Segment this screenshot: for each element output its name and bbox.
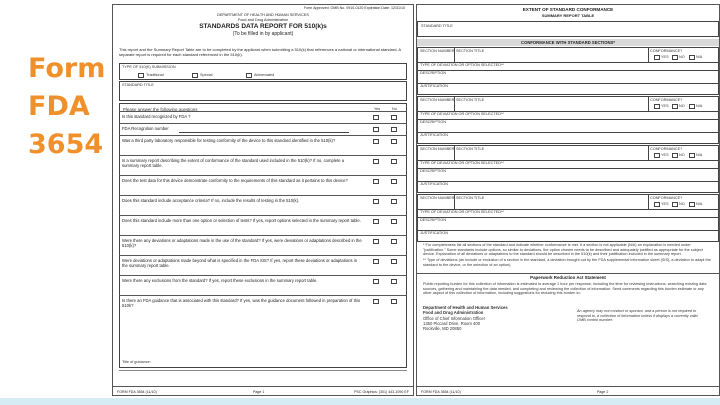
- question-row: [119, 155, 407, 175]
- special-label: Special: [200, 73, 213, 77]
- row-divider: [418, 119, 718, 120]
- slide-title: [28, 50, 108, 164]
- column-divider: [454, 97, 455, 111]
- conformance-yes-checkbox[interactable]: [654, 55, 660, 60]
- row-divider: [418, 83, 718, 84]
- type-deviation-label: TYPE OF DEVIATION OR OPTION SELECTED**: [420, 112, 504, 116]
- section-block: [417, 145, 719, 193]
- question-text: Does the test data for this device demonstrate conformity to the requirements of this standard as it pertains to this device?: [122, 178, 348, 183]
- address-line: 1350 Piccard Drive, Room 400: [423, 320, 481, 326]
- no-checkbox[interactable]: [391, 115, 397, 120]
- yes-checkbox[interactable]: [373, 199, 379, 204]
- question-text: Were there any deviations or adaptations made in the use of the standard? If yes, were deviations or adaptations described in the 510(k)?: [122, 238, 362, 249]
- yes-checkbox[interactable]: [373, 179, 379, 184]
- yes-checkbox[interactable]: [373, 219, 379, 224]
- conformance-yes-checkbox[interactable]: [654, 153, 660, 158]
- question-text: Is this standard recognized by FDA ?: [122, 114, 191, 119]
- standard-title-field[interactable]: [119, 81, 407, 101]
- question-row: [119, 215, 407, 235]
- yes-label: YES: [661, 104, 669, 108]
- p2-footer-form-number: FORM FDA 3654 (11/10): [421, 389, 461, 394]
- type-deviation-label: TYPE OF DEVIATION OR OPTION SELECTED**: [420, 210, 504, 214]
- omb-approval: Form Approved: OMB No. 0910-0120 Expiration Date: 12/31/10: [303, 6, 405, 10]
- yes-label: YES: [661, 55, 669, 59]
- conformance-label: CONFORMANCE?: [650, 98, 683, 102]
- slide-title-line: 3654: [28, 129, 104, 160]
- footer-page-number: Page 1: [253, 389, 265, 394]
- question-text: Is there an FDA guidance that is associated with this standard? If yes, was the guidance document followed in preparation of this 510k?: [122, 298, 361, 309]
- conformance-notes: [423, 243, 713, 268]
- no-checkbox[interactable]: [391, 159, 397, 164]
- address-line: Office of Chief Information Officer: [423, 315, 485, 321]
- form-page-2: [416, 4, 720, 396]
- section-number-label: SECTION NUMBER: [420, 147, 455, 151]
- yes-checkbox[interactable]: [373, 299, 379, 304]
- na-label: N/A: [696, 55, 703, 59]
- address-line: Rockville, MD 20850: [423, 326, 462, 331]
- p2-standard-title-label: STANDARD TITLE: [421, 24, 453, 28]
- question-text: Does this standard include acceptance criteria? If no, include the results of testing in the 510(k).: [122, 198, 300, 203]
- yes-checkbox[interactable]: [373, 127, 379, 132]
- agency-note: An agency may not conduct or sponsor, and a person is not required to respond to, a collection of information unless it displays a currently valid OMB control number.: [577, 309, 698, 323]
- instructions: This report and the Summary Report Table are to be completed by the applicant when submitting a 510(k) that references a national or international standard. A separate report is required for each standard referenced in the 510(k).: [119, 47, 401, 57]
- form-page-1: [112, 4, 414, 396]
- yes-checkbox[interactable]: [373, 139, 379, 144]
- type-deviation-label: TYPE OF DEVIATION OR OPTION SELECTED**: [420, 63, 504, 67]
- no-label: NO: [679, 55, 685, 59]
- conformance-na-checkbox[interactable]: [689, 202, 695, 207]
- abbreviated-label: Abbreviated: [254, 73, 275, 77]
- column-divider: [648, 195, 649, 209]
- row-divider: [418, 181, 718, 182]
- agency-line: Food and Drug Administration: [237, 18, 289, 22]
- column-divider: [454, 146, 455, 160]
- question-row: [119, 195, 407, 215]
- no-checkbox[interactable]: [391, 139, 397, 144]
- description-label: DESCRIPTION: [420, 120, 446, 124]
- yes-label: YES: [661, 153, 669, 157]
- row-divider: [418, 70, 718, 71]
- agency-line: DEPARTMENT OF HEALTH AND HUMAN SERVICES: [217, 13, 309, 17]
- question-row: [119, 295, 407, 315]
- footer-graphics: PSC Graphics: (301) 443-1090 EF: [354, 389, 409, 394]
- note-line: ** Type of deviations (an include or exclusion of a section in the standard, a deviation brought out by the FDA supplemental information sheet (SIS), a deviation to adapt the standard to the device, or the selection of an option).: [423, 258, 711, 267]
- address-line: Department of Health and Human Services: [423, 305, 508, 310]
- section-title-label: SECTION TITLE: [456, 49, 485, 53]
- summary-subheading: SUMMARY REPORT TABLE: [541, 13, 595, 18]
- row-divider: [418, 168, 718, 169]
- page-subtitle: (To be filled in by applicant): [232, 31, 294, 37]
- yes-checkbox[interactable]: [373, 239, 379, 244]
- slide-title-line: FDA: [28, 91, 90, 122]
- paperwork-text: Public reporting burden for this collection of information is estimated to average 1 hour per response, including the time for reviewing instructions, searching existing data sources, gathering and maintaining the data needed, and completing and reviewing the collection of information. Send comments regarding this burden estimate or any other aspect of this collection of information, including suggestions for reducing this burden to:: [423, 282, 707, 296]
- column-divider: [454, 195, 455, 209]
- conformance-na-checkbox[interactable]: [689, 104, 695, 109]
- no-checkbox[interactable]: [391, 127, 397, 132]
- guidance-label: Title of guidance:: [122, 360, 151, 364]
- yes-label: YES: [661, 202, 669, 206]
- standard-title-label: STANDARD TITLE: [122, 83, 154, 87]
- description-label: DESCRIPTION: [420, 71, 446, 75]
- conformance-yes-checkbox[interactable]: [654, 104, 660, 109]
- recognition-number-field[interactable]: [179, 132, 349, 133]
- yes-checkbox[interactable]: [373, 259, 379, 264]
- submission-type-label: TYPE OF 510(K) SUBMISSION: [122, 65, 176, 69]
- footer-form-number: FORM FDA 3654 (11/10): [117, 389, 157, 394]
- conformance-no-checkbox[interactable]: [672, 202, 678, 207]
- paperwork-title: Paperwork Reduction Act Statement: [530, 275, 606, 280]
- no-checkbox[interactable]: [391, 199, 397, 204]
- question-row: [119, 123, 407, 135]
- address-line: Food and Drug Administration: [423, 310, 484, 316]
- traditional-checkbox[interactable]: [138, 73, 144, 78]
- section-number-label: SECTION NUMBER: [420, 196, 455, 200]
- conformance-yes-checkbox[interactable]: [654, 202, 660, 207]
- column-divider: [648, 97, 649, 111]
- justification-label: JUSTIFICATION: [420, 84, 448, 88]
- no-header: No: [392, 107, 397, 111]
- answer-prompt: Please answer the following questions: [123, 107, 198, 112]
- note-line: * For completeness list all sections of the standard and indicate whether conformance is met. If a section is not applicable (N/A) an explanation is needed under "justification." Some standards include options, so similar to deviations, the option chosen needs to be described and adequately justified as appropriate for the subject device. Explanation of all deviations or adaptations to the standard should be described in the 510(k) and their justification included in the summary report.: [423, 243, 703, 257]
- section-title-label: SECTION TITLE: [456, 98, 485, 102]
- conformance-no-checkbox[interactable]: [672, 153, 678, 158]
- conformance-band: CONFORMANCE WITH STANDARD SECTIONS*: [417, 39, 719, 46]
- conformance-label: CONFORMANCE?: [650, 49, 683, 53]
- row-divider: [418, 217, 718, 218]
- yes-checkbox[interactable]: [373, 279, 379, 284]
- question-text: Is a summary report describing the extent of conformance of the standard used included in the 510(k)? If no, complete a summary report table.: [122, 158, 345, 169]
- question-row: [119, 175, 407, 195]
- no-checkbox[interactable]: [391, 219, 397, 224]
- justification-label: JUSTIFICATION: [420, 231, 448, 235]
- question-text: Was a third party laboratory responsible for testing conformity of the device to this standard identified in the 510(k)?: [122, 138, 336, 143]
- yes-checkbox[interactable]: [373, 159, 379, 164]
- question-row: [119, 235, 407, 255]
- conformance-label: CONFORMANCE?: [650, 196, 683, 200]
- section-block: [417, 194, 719, 242]
- row-divider: [418, 132, 718, 133]
- abbreviated-checkbox[interactable]: [246, 73, 252, 78]
- justification-label: JUSTIFICATION: [420, 133, 448, 137]
- no-checkbox[interactable]: [391, 239, 397, 244]
- column-divider: [648, 48, 649, 62]
- type-deviation-label: TYPE OF DEVIATION OR OPTION SELECTED**: [420, 161, 504, 165]
- slide-title-line: Form: [28, 53, 106, 84]
- section-block: [417, 47, 719, 95]
- description-label: DESCRIPTION: [420, 169, 446, 173]
- column-divider: [454, 48, 455, 62]
- no-label: NO: [679, 104, 685, 108]
- question-row: [119, 255, 407, 275]
- special-checkbox[interactable]: [192, 73, 198, 78]
- conformance-no-checkbox[interactable]: [672, 104, 678, 109]
- question-text: Were deviations or adaptations made beyond what is specified in the FDA SIS? If yes, report these deviations or adaptations in the summary report table.: [122, 258, 358, 269]
- section-number-label: SECTION NUMBER: [420, 98, 455, 102]
- question-text: FDA Recognition number: [122, 126, 169, 131]
- no-checkbox[interactable]: [391, 179, 397, 184]
- section-number-label: SECTION NUMBER: [420, 49, 455, 53]
- no-checkbox[interactable]: [391, 299, 397, 304]
- justification-label: JUSTIFICATION: [420, 182, 448, 186]
- submission-type-box: [119, 63, 407, 80]
- na-label: N/A: [696, 202, 703, 206]
- yes-header: Yes: [374, 107, 381, 111]
- agency-header: [173, 13, 353, 23]
- no-label: NO: [679, 202, 685, 206]
- no-label: NO: [679, 153, 685, 157]
- question-text: Were there any exclusions from the standard? If yes, report these exclusions in the summary report table.: [122, 278, 318, 283]
- no-checkbox[interactable]: [391, 259, 397, 264]
- page-title: STANDARDS DATA REPORT FOR 510(k)s: [199, 23, 327, 30]
- no-checkbox[interactable]: [391, 279, 397, 284]
- bottom-strip: [0, 398, 720, 405]
- column-divider: [648, 146, 649, 160]
- question-row: [119, 275, 407, 295]
- conformance-no-checkbox[interactable]: [672, 55, 678, 60]
- question-row: [119, 111, 407, 123]
- traditional-label: Traditional: [146, 73, 164, 77]
- section-title-label: SECTION TITLE: [456, 147, 485, 151]
- section-title-label: SECTION TITLE: [456, 196, 485, 200]
- question-text: Does this standard include more than one option or selection of tests? If yes, report options selected in the summary report table.: [122, 218, 361, 223]
- conformance-na-checkbox[interactable]: [689, 153, 695, 158]
- address-block: [423, 305, 543, 331]
- row-divider: [418, 230, 718, 231]
- conformance-na-checkbox[interactable]: [689, 55, 695, 60]
- question-row: [119, 135, 407, 155]
- description-label: DESCRIPTION: [420, 218, 446, 222]
- na-label: N/A: [696, 104, 703, 108]
- conformance-label: CONFORMANCE?: [650, 147, 683, 151]
- na-label: N/A: [696, 153, 703, 157]
- p2-standard-title-field[interactable]: [417, 21, 719, 37]
- section-block: [417, 96, 719, 144]
- yes-checkbox[interactable]: [373, 115, 379, 120]
- p2-footer-page-number: Page 2: [597, 389, 609, 394]
- summary-heading: EXTENT OF STANDARD CONFORMANCE: [522, 7, 614, 12]
